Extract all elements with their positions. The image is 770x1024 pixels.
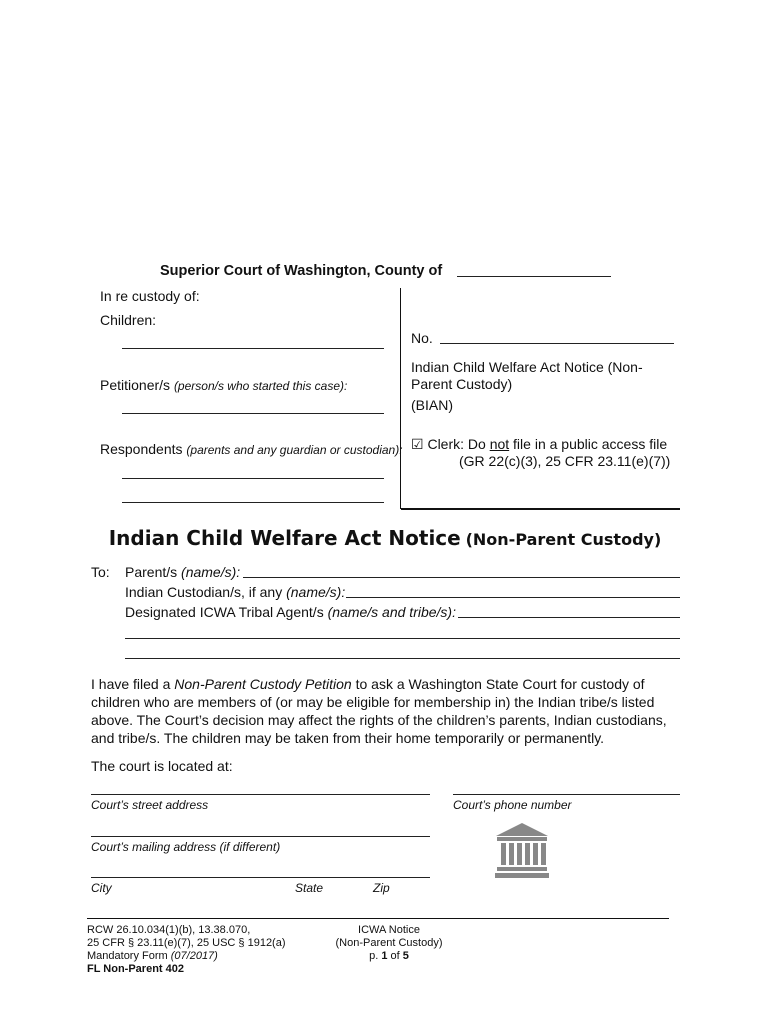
custodians-blank[interactable] — [346, 597, 680, 598]
clerk-not: not — [489, 436, 510, 452]
agents-blank[interactable] — [458, 617, 680, 618]
clerk-notice — [411, 436, 667, 453]
page-total: 5 — [402, 950, 409, 962]
body-p1-end: to ask a Washington State Court for custody of — [351, 676, 645, 692]
clerk-suffix: file in a public access file — [509, 436, 668, 452]
respondents-blank-2[interactable] — [122, 502, 384, 503]
agents-blank-2[interactable] — [125, 638, 680, 639]
body-petition-name: Non-Parent Custody Petition — [174, 676, 352, 692]
custodians-label — [125, 584, 345, 600]
body-line-1 — [91, 675, 691, 693]
footer-mandatory-text: Mandatory Form — [87, 950, 171, 962]
footer-form-date: (07/2017) — [170, 950, 218, 962]
children-blank[interactable] — [122, 348, 384, 349]
doc-title-line1: Indian Child Welfare Act Notice (Non- — [411, 359, 643, 375]
caption-divider — [400, 288, 401, 509]
mailing-address-blank[interactable] — [91, 836, 430, 837]
petitioner-hint: (person/s who started this case): — [173, 379, 348, 393]
body-line-3: above. The Court’s decision may affect the rights of the children’s parents, Indian custodians, — [91, 712, 667, 728]
checked-box-icon: ☑ — [411, 436, 424, 452]
footer-page-number — [310, 950, 468, 963]
parents-text: Parent/s — [125, 564, 178, 580]
footer-mandatory — [87, 950, 286, 963]
county-blank[interactable] — [457, 276, 611, 277]
custodians-text: Indian Custodian/s, if any — [125, 584, 283, 600]
mailing-address-caption: Court’s mailing address (if different) — [91, 840, 281, 854]
city-state-zip-blank[interactable] — [91, 877, 430, 878]
agents-label — [125, 604, 456, 620]
courthouse-icon — [494, 821, 550, 879]
body-line-4: and tribe/s. The children may be taken from their home temporarily or permanently. — [91, 730, 605, 746]
zip-caption: Zip — [373, 881, 390, 895]
parents-hint: (name/s): — [181, 564, 241, 580]
city-caption: City — [91, 881, 112, 895]
court-title — [160, 263, 442, 279]
main-title-subtitle: (Non-Parent Custody) — [465, 530, 662, 549]
parents-label — [125, 564, 240, 580]
footer-left — [87, 924, 286, 976]
clerk-prefix: Clerk: Do — [427, 436, 490, 452]
in-re-label: In re custody of: — [100, 288, 200, 304]
petitioner-label — [100, 377, 347, 393]
respondents-label — [100, 441, 403, 457]
custodians-hint: (name/s): — [286, 584, 346, 600]
footer-form-number: FL Non-Parent 402 — [87, 963, 184, 975]
street-address-blank[interactable] — [91, 794, 430, 795]
petitioner-text: Petitioner/s — [100, 377, 171, 393]
body-paragraph — [91, 675, 691, 747]
phone-caption: Court’s phone number — [453, 798, 572, 812]
body-line-2: children who are members of (or may be eligible for membership in) the Indian tribe/s listed — [91, 694, 655, 710]
footer-form-subtitle: (Non-Parent Custody) — [335, 937, 443, 949]
page-of: of — [387, 950, 403, 962]
respondents-blank-1[interactable] — [122, 478, 384, 479]
to-label: To: — [91, 564, 110, 580]
body-p1-a: I have filed a — [91, 676, 175, 692]
main-title-text: Indian Child Welfare Act Notice — [108, 526, 461, 550]
doc-title-line2: Parent Custody) — [411, 376, 513, 392]
footer-statute-1: RCW 26.10.034(1)(b), 13.38.070, — [87, 924, 251, 936]
page-current: 1 — [381, 950, 388, 962]
children-label: Children: — [100, 312, 157, 328]
parents-blank[interactable] — [243, 577, 680, 578]
state-caption: State — [295, 881, 324, 895]
petitioner-blank[interactable] — [122, 413, 384, 414]
caption-bottom-rule — [401, 508, 680, 510]
clerk-reference: (GR 22(c)(3), 25 CFR 23.11(e)(7)) — [459, 453, 671, 469]
case-number-label: No. — [411, 330, 433, 346]
agents-text: Designated ICWA Tribal Agent/s — [125, 604, 324, 620]
footer-rule — [87, 918, 669, 919]
footer-form-title: ICWA Notice — [358, 924, 420, 936]
courthouse-icon-svg — [494, 821, 550, 879]
phone-blank[interactable] — [453, 794, 680, 795]
court-located-label: The court is located at: — [91, 758, 233, 774]
case-number-blank[interactable] — [440, 343, 674, 344]
agents-hint: (name/s and tribe/s): — [327, 604, 456, 620]
footer-statute-2: 25 CFR § 23.11(e)(7), 25 USC § 1912(a) — [87, 937, 286, 949]
respondents-text: Respondents — [100, 441, 183, 457]
respondents-hint: (parents and any guardian or custodian): — [186, 443, 403, 457]
street-address-caption: Court’s street address — [91, 798, 209, 812]
doc-code: (BIAN) — [411, 397, 453, 413]
footer-center — [310, 924, 468, 963]
page-prefix: p. — [369, 950, 382, 962]
main-title — [0, 526, 770, 550]
agents-blank-3[interactable] — [125, 658, 680, 659]
court-title-text: Superior Court of Washington, County of — [160, 263, 443, 279]
